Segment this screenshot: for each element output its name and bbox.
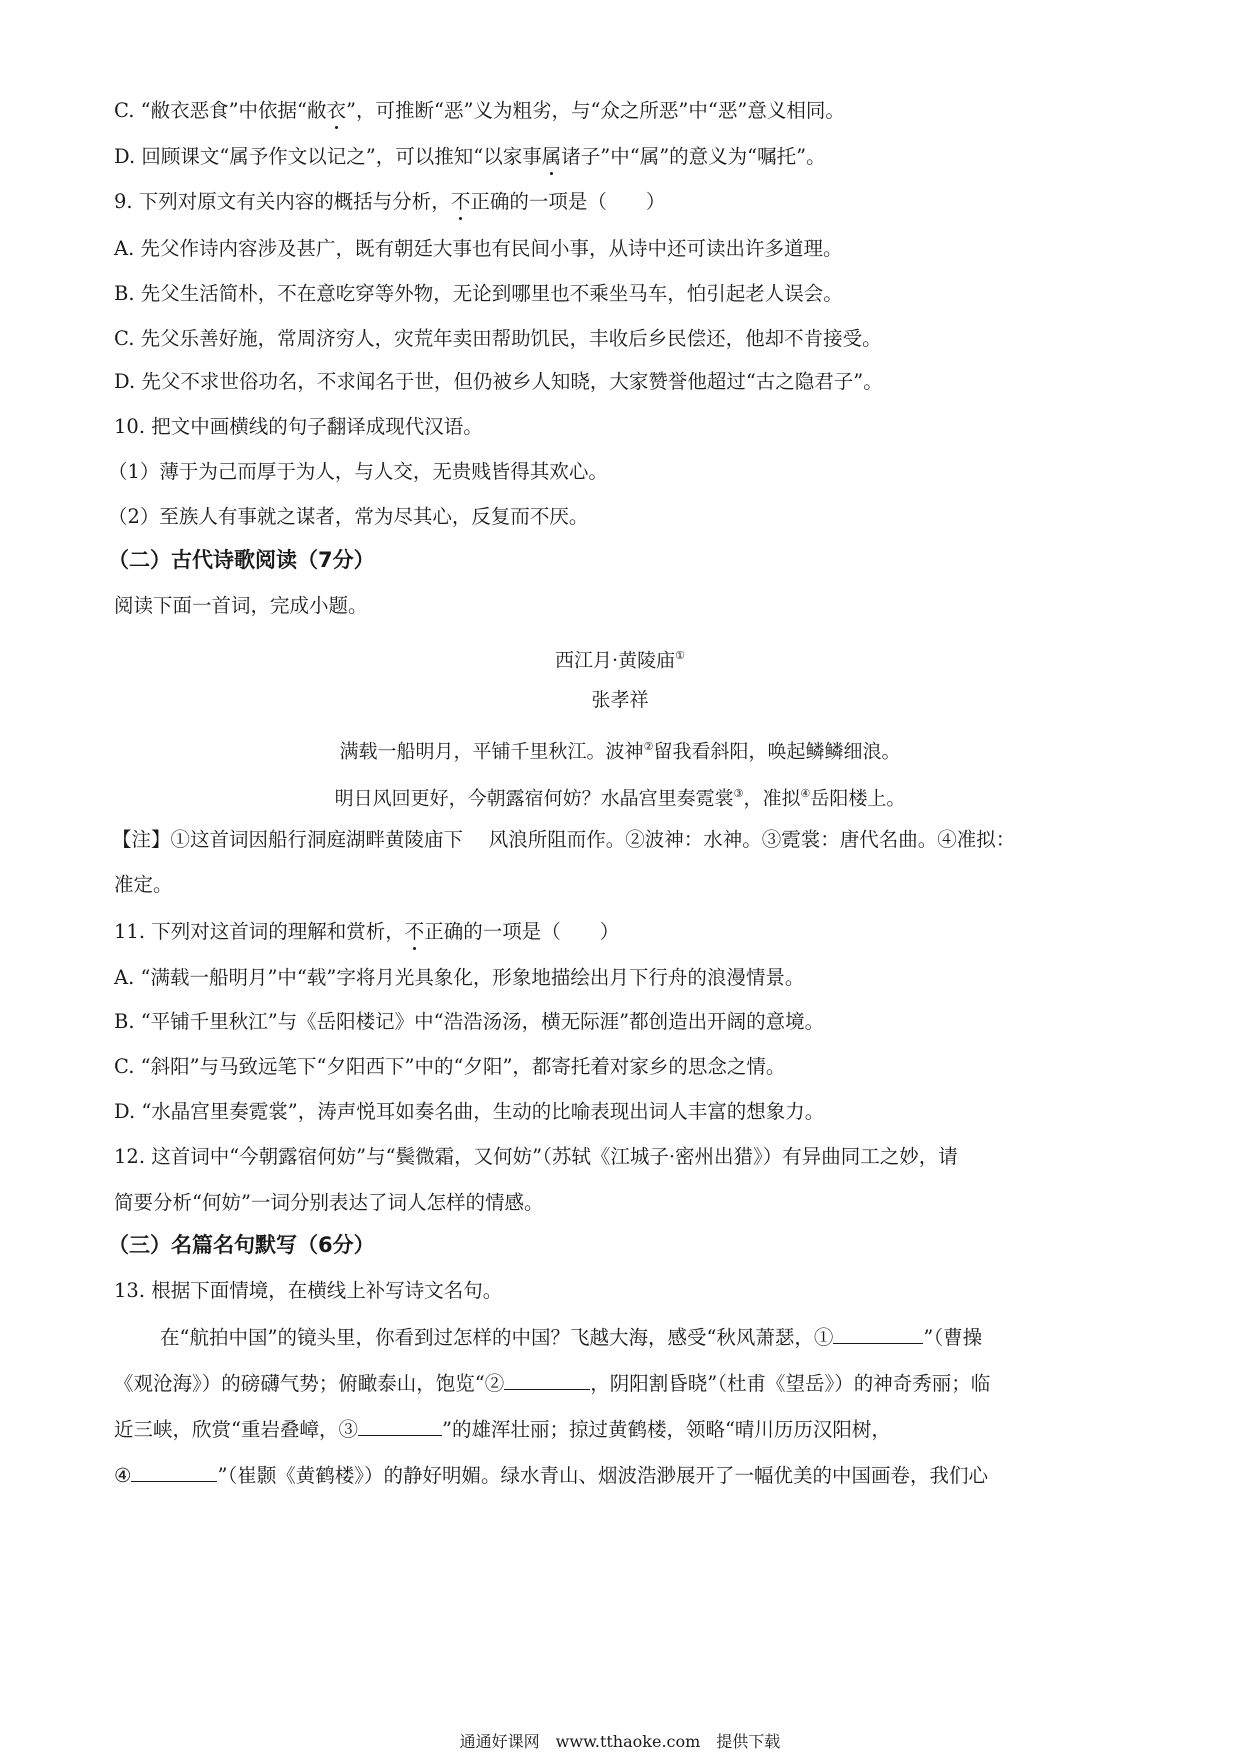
q9-stem: 9. 下列对原文有关内容的概括与分析，不正确的一项是（ ） <box>114 190 666 213</box>
poem-title: 西江月·黄陵庙① <box>555 649 685 672</box>
emphasis-mark: 衣 <box>326 99 347 122</box>
q9-option-d: D. 先父不求世俗功名，不求闻名于世，但仍被乡人知晓，大家赞誉他超过“古之隐君子”。 <box>114 370 883 393</box>
q10-stem: 10. 把文中画横线的句子翻译成现代汉语。 <box>114 415 483 438</box>
q11-option-c: C. “斜阳”与马致远笔下“夕阳西下”中的“夕阳”，都寄托着对家乡的思念之情。 <box>114 1055 786 1078</box>
q12-stem: 12. 这首词中“今朝露宿何妨”与“鬓微霜，又何妨”（苏轼《江城子·密州出猎》）有异曲同工之妙，请 <box>114 1145 958 1168</box>
footer-watermark: 通通好课网 www.tthaoke.com 提供下载 <box>459 1732 781 1751</box>
answer-blank-2[interactable] <box>504 1369 590 1390</box>
q13-passage-line-1: 在“航拍中国”的镜头里，你看到过怎样的中国？飞越大海，感受“秋风萧瑟，① ”（曹操 <box>160 1323 982 1351</box>
q10-item-2: （2）至族人有事就之谋者，常为尽其心，反复而不厌。 <box>108 505 589 528</box>
q13-stem: 13. 根据下面情境，在横线上补写诗文名句。 <box>114 1279 503 1302</box>
q13-passage-line-2: 《观沧海》）的磅礴气势；俯瞰泰山，饱览“② ，阴阳割昏晓”（杜甫《望岳》）的神奇秀丽；临 <box>114 1369 990 1397</box>
emphasis-mark: 不 <box>450 190 471 213</box>
q11-stem: 11. 下列对这首词的理解和赏析，不正确的一项是（ ） <box>114 920 620 943</box>
poem-line-1: 满载一船明月，平铺千里秋江。波神②留我看斜阳，唤起鳞鳞细浪。 <box>339 740 901 763</box>
poem-author: 张孝祥 <box>591 689 649 711</box>
q9-option-a: A. 先父作诗内容涉及甚广，既有朝廷大事也有民间小事，从诗中还可读出许多道理。 <box>114 237 843 260</box>
q13-passage-line-3: 近三峡，欣赏“重岩叠嶂，③ ”的雄浑壮丽；掠过黄鹤楼，领略“晴川历历汉阳树， <box>114 1415 891 1443</box>
q8-option-d: D. 回顾课文“属予作文以记之”，可以推知“以家事属诸子”中“属”的意义为“嘱托”。 <box>114 145 826 168</box>
answer-blank-4[interactable] <box>131 1461 217 1482</box>
q9-option-c: C. 先父乐善好施，常周济穷人，灾荒年卖田帮助饥民，丰收后乡民偿还，他却不肯接受。 <box>114 327 882 350</box>
q11-option-b: B. “平铺千里秋江”与《岳阳楼记》中“浩浩汤汤，横无际涯”都创造出开阔的意境。 <box>114 1010 825 1033</box>
q10-item-1: （1）薄于为己而厚于为人，与人交，无贵贱皆得其欢心。 <box>108 460 608 483</box>
section-heading-recitation: （三）名篇名句默写（6分） <box>108 1233 375 1257</box>
emphasis-mark: 不 <box>404 920 425 943</box>
answer-blank-3[interactable] <box>358 1415 442 1436</box>
q9-option-b: B. 先父生活简朴，不在意吃穿等外物，无论到哪里也不乘坐马车，怕引起老人误会。 <box>114 282 843 305</box>
poem-notes-continued: 准定。 <box>114 873 173 896</box>
q11-option-a: A. “满载一船明月”中“载”字将月光具象化，形象地描绘出月下行舟的浪漫情景。 <box>114 966 805 989</box>
poem-notes: 【注】①这首词因船行洞庭湖畔黄陵庙下 风浪所阻而作。②波神：水神。③霓裳：唐代名曲。④准拟： <box>112 828 1016 851</box>
q11-option-d: D. “水晶宫里奏霓裳”，涛声悦耳如奏名曲，生动的比喻表现出词人丰富的想象力。 <box>114 1100 825 1123</box>
poem-line-2: 明日风回更好，今朝露宿何妨？水晶宫里奏霓裳③，准拟④岳阳楼上。 <box>334 787 906 810</box>
poetry-intro: 阅读下面一首词，完成小题。 <box>114 594 368 617</box>
emphasis-mark: 属 <box>541 145 562 168</box>
q13-passage-line-4: ④ ”（崔颢《黄鹤楼》）的静好明媚。绿水青山、烟波浩渺展开了一幅优美的中国画卷，我们心 <box>114 1461 988 1489</box>
answer-blank-1[interactable] <box>833 1323 923 1344</box>
section-heading-poetry: （二）古代诗歌阅读（7分） <box>108 548 375 572</box>
q8-option-c: C. “敝衣恶食”中依据“敝衣”，可推断“恶”义为粗劣，与“众之所恶”中“恶”意义相同。 <box>114 99 845 122</box>
q12-stem-continued: 简要分析“何妨”一词分别表达了词人怎样的情感。 <box>114 1191 544 1214</box>
